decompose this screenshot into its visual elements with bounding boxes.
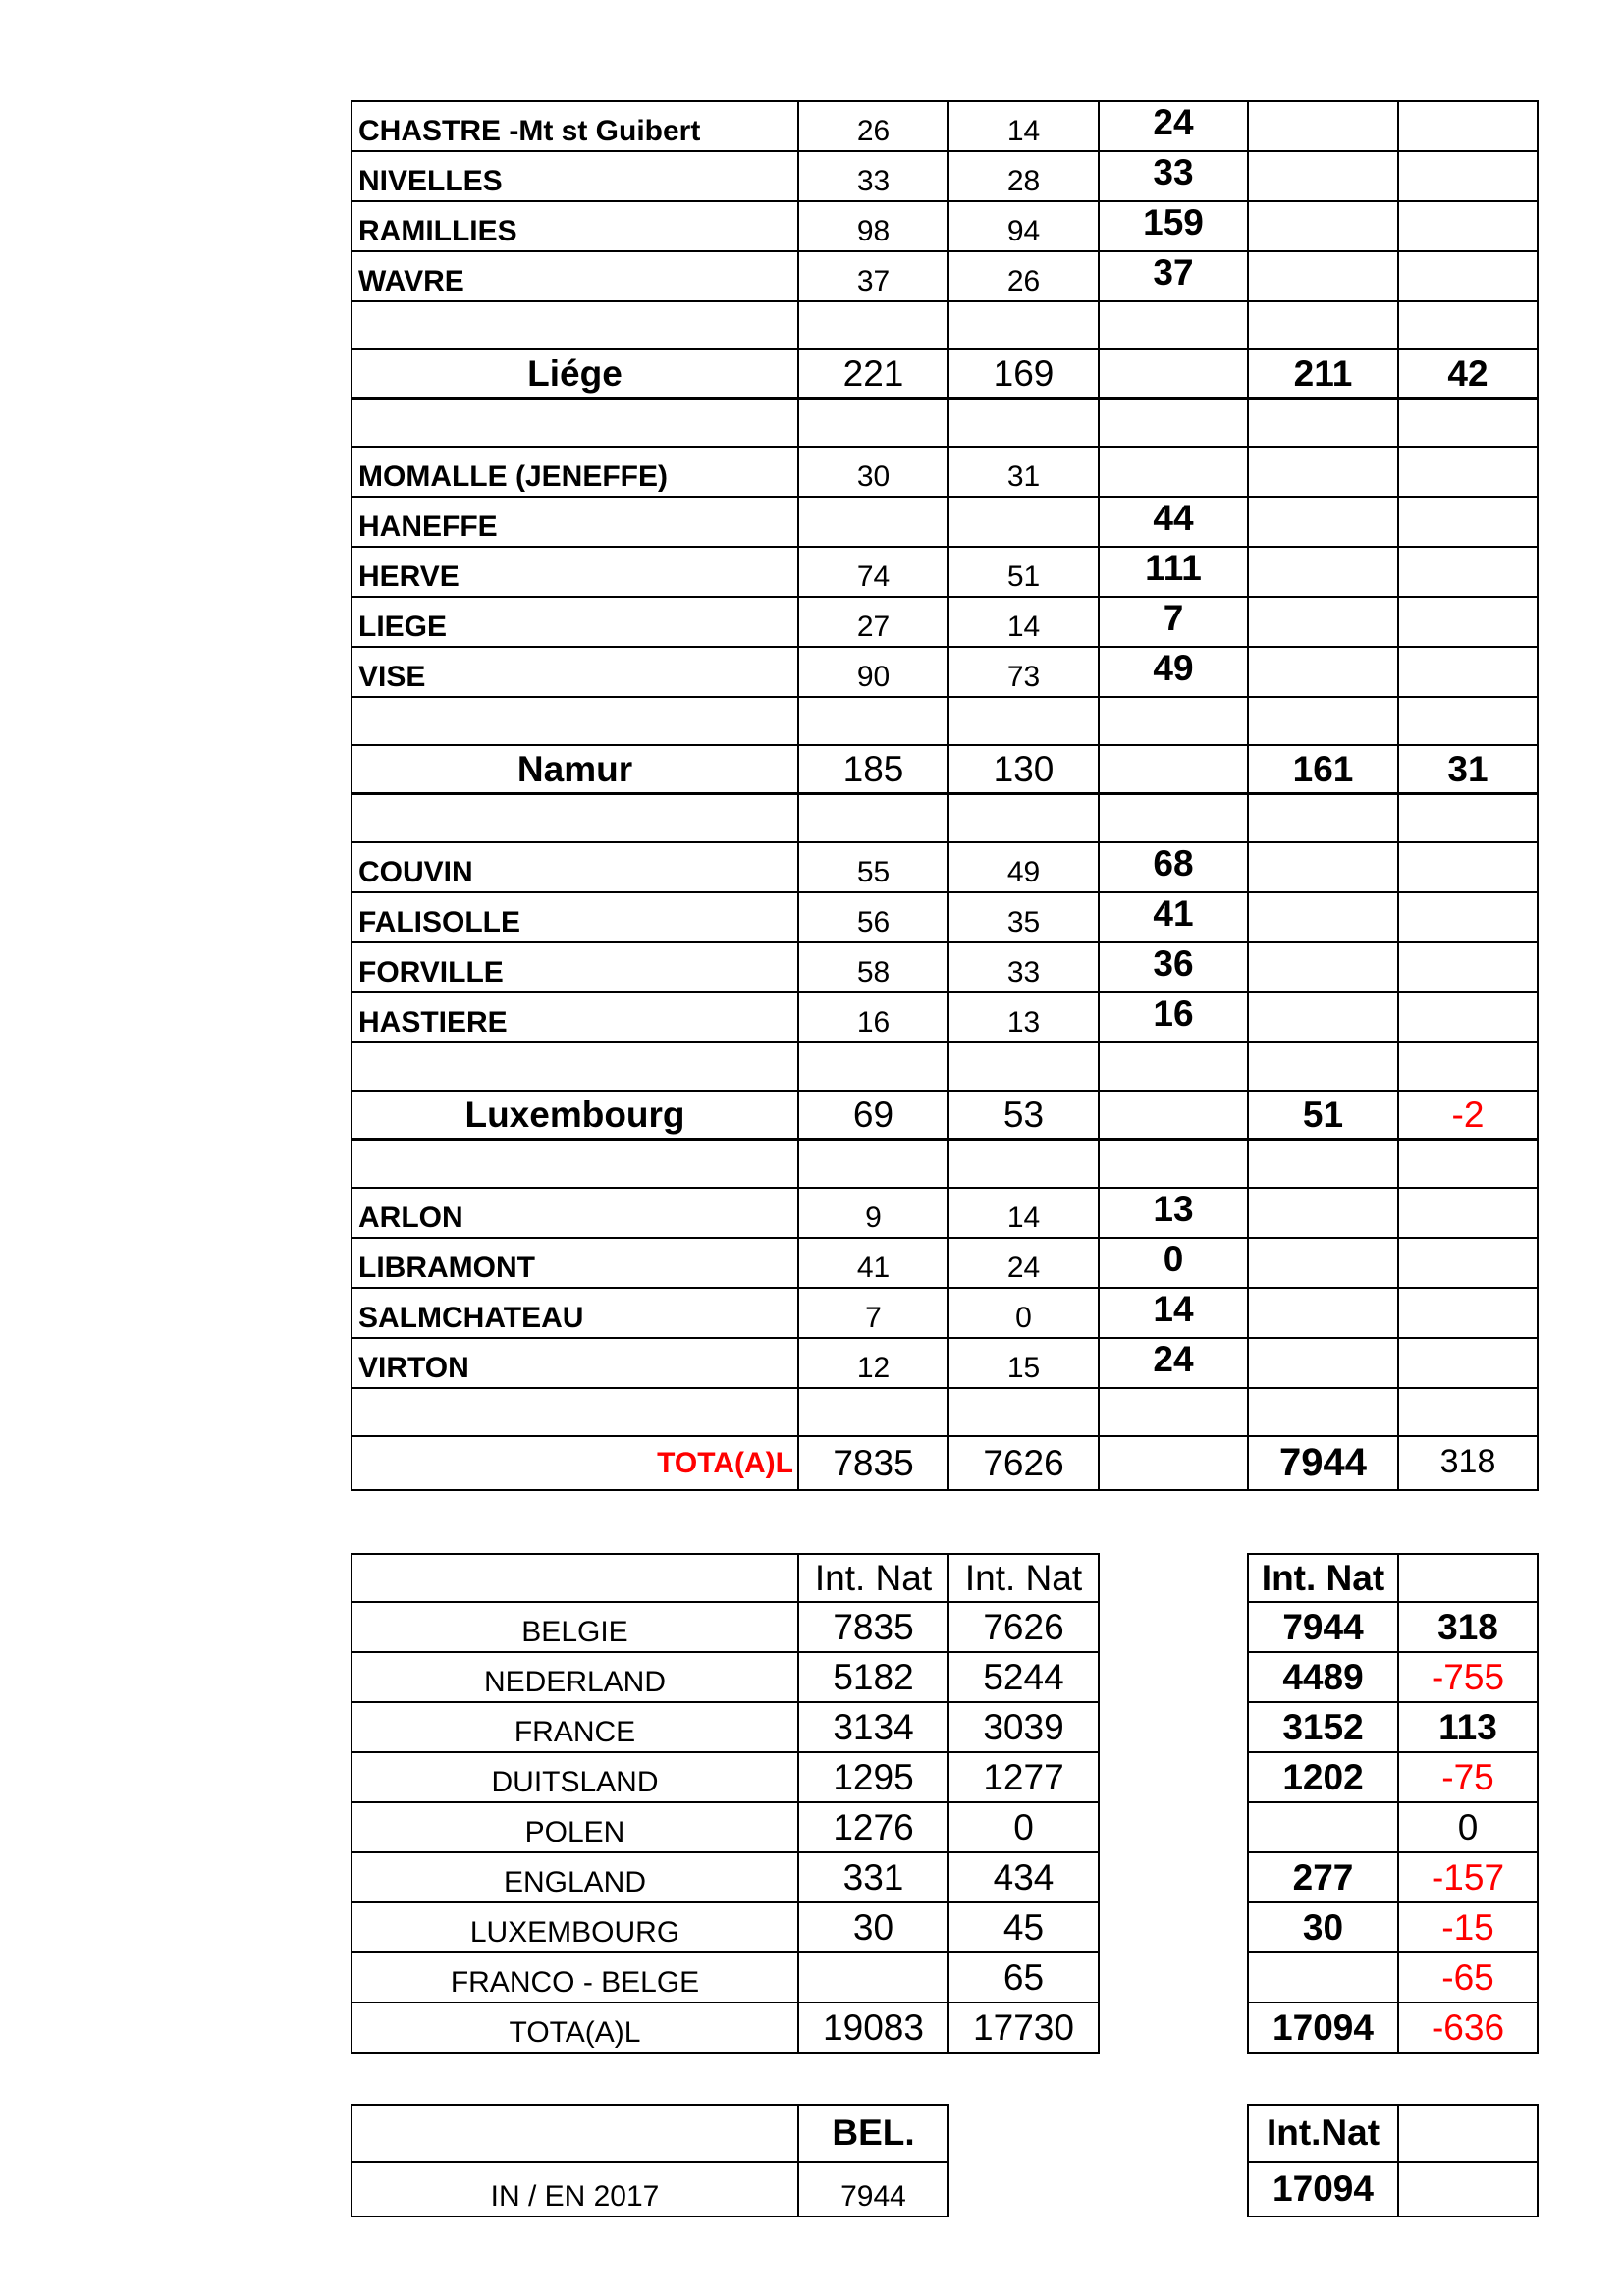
station-row — [352, 1338, 1538, 1388]
station-row — [352, 647, 1538, 697]
empty-cell — [352, 399, 798, 448]
country-value-2: 434 — [948, 1852, 1099, 1902]
intnat-value: 17094 — [1248, 2162, 1398, 2216]
station-row — [352, 101, 1538, 151]
value-diff — [1398, 251, 1538, 301]
empty-cell — [1099, 301, 1248, 349]
province-name: Namur — [352, 745, 798, 794]
country-value-2: 45 — [948, 1902, 1099, 1952]
value-2016: 0 — [948, 1288, 1099, 1338]
country-value-2: 5244 — [948, 1652, 1099, 1702]
value-station-2017: 44 — [1099, 497, 1248, 547]
value-2016: 31 — [948, 447, 1099, 497]
country-row — [352, 1702, 1538, 1752]
gap-cell — [1099, 2002, 1248, 2053]
value-2015 — [798, 497, 948, 547]
value-total-2017 — [1248, 992, 1398, 1042]
value-diff — [1398, 547, 1538, 597]
station-row — [352, 547, 1538, 597]
value-diff — [1398, 1238, 1538, 1288]
value-2016 — [948, 497, 1099, 547]
empty-cell — [798, 697, 948, 745]
summary-table — [351, 2104, 1539, 2217]
empty-cell — [1099, 1042, 1248, 1091]
value-station-2017: 37 — [1099, 251, 1248, 301]
country-value-2017 — [1248, 1952, 1398, 2002]
value-2015: 74 — [798, 547, 948, 597]
empty-cell — [352, 1042, 798, 1091]
country-value-2017: 1202 — [1248, 1752, 1398, 1802]
total-row — [352, 1436, 1538, 1490]
empty-cell — [948, 1140, 1099, 1189]
country-name: BELGIE — [352, 1602, 798, 1652]
country-row — [352, 1802, 1538, 1852]
value-total-2017: 51 — [1248, 1091, 1398, 1140]
station-row — [352, 1188, 1538, 1238]
country-value-1 — [798, 1952, 948, 2002]
total-2015: 7835 — [798, 1436, 948, 1490]
country-value-2017 — [1248, 1802, 1398, 1852]
total-2017: 7944 — [1248, 1436, 1398, 1490]
gap-cell — [1099, 1702, 1248, 1752]
country-diff: -65 — [1398, 1952, 1538, 2002]
empty-cell — [798, 399, 948, 448]
empty-cell — [1099, 399, 1248, 448]
station-name: HERVE — [352, 547, 798, 597]
value-station-2017: 24 — [1099, 101, 1248, 151]
province-row — [352, 745, 1538, 794]
value-total-2017 — [1248, 447, 1398, 497]
country-row — [352, 1752, 1538, 1802]
country-name: FRANCE — [352, 1702, 798, 1752]
country-value-1: 19083 — [798, 2002, 948, 2053]
country-row — [352, 1852, 1538, 1902]
empty-cell — [1398, 1140, 1538, 1189]
station-name: FALISOLLE — [352, 892, 798, 942]
country-row — [352, 1952, 1538, 2002]
country-row — [352, 1902, 1538, 1952]
empty-cell — [1398, 1388, 1538, 1436]
country-name: POLEN — [352, 1802, 798, 1852]
value-2015: 7 — [798, 1288, 948, 1338]
province-name: Liége — [352, 349, 798, 399]
empty-cell — [1099, 1140, 1248, 1189]
value-diff: -2 — [1398, 1091, 1538, 1140]
total-diff: 318 — [1398, 1436, 1538, 1490]
country-name: ENGLAND — [352, 1852, 798, 1902]
value-2015: 41 — [798, 1238, 948, 1288]
value-diff — [1398, 497, 1538, 547]
blank-row — [352, 1042, 1538, 1091]
empty-cell — [1248, 697, 1398, 745]
bel-header: BEL. — [798, 2105, 948, 2162]
value-2016: 53 — [948, 1091, 1099, 1140]
value-2016: 24 — [948, 1238, 1099, 1288]
value-station-2017: 13 — [1099, 1188, 1248, 1238]
value-station-2017: 16 — [1099, 992, 1248, 1042]
country-row — [352, 1652, 1538, 1702]
summary-row-label: IN / EN 2017 — [352, 2162, 798, 2216]
value-diff — [1398, 447, 1538, 497]
value-diff — [1398, 201, 1538, 251]
country-diff: -75 — [1398, 1752, 1538, 1802]
value-2016: 28 — [948, 151, 1099, 201]
value-2016: 15 — [948, 1338, 1099, 1388]
country-name: DUITSLAND — [352, 1752, 798, 1802]
value-2016: 14 — [948, 597, 1099, 647]
value-station-2017: 14 — [1099, 1288, 1248, 1338]
blank-row — [352, 1140, 1538, 1189]
country-value-2: 65 — [948, 1952, 1099, 2002]
empty-cell — [948, 301, 1099, 349]
province-name: Luxembourg — [352, 1091, 798, 1140]
value-2015: 30 — [798, 447, 948, 497]
gap-cell — [1099, 1902, 1248, 1952]
value-station-2017: 41 — [1099, 892, 1248, 942]
country-header-row — [352, 1554, 1538, 1602]
value-station-2017: 0 — [1099, 1238, 1248, 1288]
value-station-2017: 68 — [1099, 842, 1248, 892]
value-total-2017 — [1248, 647, 1398, 697]
empty-cell — [1099, 794, 1248, 843]
country-value-2: 7626 — [948, 1602, 1099, 1652]
country-diff: -636 — [1398, 2002, 1538, 2053]
value-2015: 58 — [798, 942, 948, 992]
country-value-1: 3134 — [798, 1702, 948, 1752]
value-diff: 42 — [1398, 349, 1538, 399]
gap-cell — [1099, 1852, 1248, 1902]
country-value-1: 1295 — [798, 1752, 948, 1802]
value-diff — [1398, 597, 1538, 647]
station-name: RAMILLIES — [352, 201, 798, 251]
value-station-2017 — [1099, 1091, 1248, 1140]
country-value-2: 17730 — [948, 2002, 1099, 2053]
station-name: CHASTRE -Mt st Guibert — [352, 101, 798, 151]
country-diff: 0 — [1398, 1802, 1538, 1852]
gap-cell — [1099, 1952, 1248, 2002]
station-name: ARLON — [352, 1188, 798, 1238]
empty-cell — [352, 301, 798, 349]
total-label: TOTA(A)L — [352, 1436, 798, 1490]
country-name: FRANCO - BELGE — [352, 1952, 798, 2002]
bel-value: 7944 — [798, 2162, 948, 2216]
country-name: TOTA(A)L — [352, 2002, 798, 2053]
value-total-2017 — [1248, 597, 1398, 647]
station-row — [352, 992, 1538, 1042]
empty-cell — [1248, 1140, 1398, 1189]
value-diff — [1398, 151, 1538, 201]
value-diff — [1398, 1288, 1538, 1338]
empty-cell — [352, 1140, 798, 1189]
empty-cell — [352, 697, 798, 745]
value-total-2017 — [1248, 892, 1398, 942]
value-station-2017: 111 — [1099, 547, 1248, 597]
value-total-2017 — [1248, 1188, 1398, 1238]
country-value-2017: 4489 — [1248, 1652, 1398, 1702]
station-row — [352, 151, 1538, 201]
value-diff — [1398, 647, 1538, 697]
empty-cell — [948, 1042, 1099, 1091]
empty-cell — [798, 1140, 948, 1189]
station-row — [352, 1288, 1538, 1338]
country-diff: -755 — [1398, 1652, 1538, 1702]
value-2016: 73 — [948, 647, 1099, 697]
empty-cell — [1248, 794, 1398, 843]
value-station-2017: 7 — [1099, 597, 1248, 647]
value-total-2017 — [1248, 1288, 1398, 1338]
value-2016: 51 — [948, 547, 1099, 597]
station-row — [352, 201, 1538, 251]
empty-cell — [1248, 1388, 1398, 1436]
station-row — [352, 892, 1538, 942]
empty-cell — [1099, 697, 1248, 745]
station-table — [351, 100, 1539, 1491]
province-row — [352, 349, 1538, 399]
value-2015: 56 — [798, 892, 948, 942]
country-value-2: 0 — [948, 1802, 1099, 1852]
station-name: MOMALLE (JENEFFE) — [352, 447, 798, 497]
value-station-2017 — [1099, 349, 1248, 399]
value-diff: 31 — [1398, 745, 1538, 794]
empty-cell — [1099, 1436, 1248, 1490]
empty-cell — [1398, 697, 1538, 745]
blank-row — [352, 1388, 1538, 1436]
station-name: WAVRE — [352, 251, 798, 301]
gap-cell — [1099, 1752, 1248, 1802]
total-2016: 7626 — [948, 1436, 1099, 1490]
value-station-2017: 33 — [1099, 151, 1248, 201]
value-2015: 37 — [798, 251, 948, 301]
value-2015: 9 — [798, 1188, 948, 1238]
value-2016: 49 — [948, 842, 1099, 892]
value-diff — [1398, 101, 1538, 151]
empty-cell — [948, 1388, 1099, 1436]
value-total-2017 — [1248, 942, 1398, 992]
station-name: NIVELLES — [352, 151, 798, 201]
empty-cell — [948, 697, 1099, 745]
station-name: LIBRAMONT — [352, 1238, 798, 1288]
province-row — [352, 1091, 1538, 1140]
station-row — [352, 842, 1538, 892]
gap-cell — [1099, 1602, 1248, 1652]
country-value-1: 30 — [798, 1902, 948, 1952]
station-row — [352, 251, 1538, 301]
station-name: LIEGE — [352, 597, 798, 647]
station-row — [352, 447, 1538, 497]
country-diff: 113 — [1398, 1702, 1538, 1752]
value-total-2017: 211 — [1248, 349, 1398, 399]
value-diff — [1398, 842, 1538, 892]
country-value-2017: 30 — [1248, 1902, 1398, 1952]
value-2015: 16 — [798, 992, 948, 1042]
value-station-2017 — [1099, 447, 1248, 497]
value-diff — [1398, 942, 1538, 992]
station-name: FORVILLE — [352, 942, 798, 992]
value-2015: 69 — [798, 1091, 948, 1140]
station-name: VISE — [352, 647, 798, 697]
empty-cell — [352, 1388, 798, 1436]
value-total-2017 — [1248, 101, 1398, 151]
gap-cell — [1099, 1802, 1248, 1852]
country-value-1: 1276 — [798, 1802, 948, 1852]
country-value-2017: 7944 — [1248, 1602, 1398, 1652]
value-diff — [1398, 892, 1538, 942]
value-station-2017: 36 — [1099, 942, 1248, 992]
value-2016: 94 — [948, 201, 1099, 251]
country-value-1: 7835 — [798, 1602, 948, 1652]
station-name: COUVIN — [352, 842, 798, 892]
blank-row — [352, 697, 1538, 745]
value-2015: 90 — [798, 647, 948, 697]
country-value-2017: 17094 — [1248, 2002, 1398, 2053]
country-value-2017: 277 — [1248, 1852, 1398, 1902]
station-row — [352, 597, 1538, 647]
value-diff — [1398, 1338, 1538, 1388]
value-station-2017: 49 — [1099, 647, 1248, 697]
value-station-2017: 159 — [1099, 201, 1248, 251]
empty-cell — [798, 301, 948, 349]
empty-cell — [1248, 1042, 1398, 1091]
value-total-2017 — [1248, 251, 1398, 301]
country-value-1: 331 — [798, 1852, 948, 1902]
value-total-2017 — [1248, 1338, 1398, 1388]
station-row — [352, 497, 1538, 547]
country-row — [352, 1602, 1538, 1652]
value-2015: 185 — [798, 745, 948, 794]
value-total-2017 — [1248, 547, 1398, 597]
country-value-1: 5182 — [798, 1652, 948, 1702]
empty-cell — [1398, 399, 1538, 448]
station-name: HANEFFE — [352, 497, 798, 547]
int-nat-header-2: Int. Nat — [948, 1554, 1099, 1602]
station-name: VIRTON — [352, 1338, 798, 1388]
value-2015: 55 — [798, 842, 948, 892]
value-total-2017 — [1248, 1238, 1398, 1288]
country-table — [351, 1553, 1539, 2054]
country-name: LUXEMBOURG — [352, 1902, 798, 1952]
country-name: NEDERLAND — [352, 1652, 798, 1702]
value-2016: 13 — [948, 992, 1099, 1042]
country-value-2017: 3152 — [1248, 1702, 1398, 1752]
value-2015: 12 — [798, 1338, 948, 1388]
empty-cell — [798, 794, 948, 843]
value-total-2017 — [1248, 842, 1398, 892]
empty-cell — [798, 1042, 948, 1091]
value-2015: 33 — [798, 151, 948, 201]
value-2015: 27 — [798, 597, 948, 647]
empty-cell — [798, 1388, 948, 1436]
station-name: HASTIERE — [352, 992, 798, 1042]
country-diff: -15 — [1398, 1902, 1538, 1952]
value-2016: 169 — [948, 349, 1099, 399]
value-2016: 35 — [948, 892, 1099, 942]
country-diff: 318 — [1398, 1602, 1538, 1652]
intnat-header: Int.Nat — [1248, 2105, 1398, 2162]
station-name: SALMCHATEAU — [352, 1288, 798, 1338]
empty-cell — [352, 794, 798, 843]
empty-cell — [1099, 1388, 1248, 1436]
value-2016: 14 — [948, 1188, 1099, 1238]
empty-cell — [1248, 301, 1398, 349]
blank-row — [352, 794, 1538, 843]
empty-cell — [1398, 1042, 1538, 1091]
value-diff — [1398, 992, 1538, 1042]
value-diff — [1398, 1188, 1538, 1238]
value-total-2017: 161 — [1248, 745, 1398, 794]
empty-cell — [1398, 301, 1538, 349]
value-2016: 14 — [948, 101, 1099, 151]
value-2016: 26 — [948, 251, 1099, 301]
value-2015: 98 — [798, 201, 948, 251]
station-row — [352, 942, 1538, 992]
int-nat-header-3: Int. Nat — [1248, 1554, 1398, 1602]
value-total-2017 — [1248, 151, 1398, 201]
blank-row — [352, 301, 1538, 349]
value-total-2017 — [1248, 201, 1398, 251]
value-station-2017 — [1099, 745, 1248, 794]
station-row — [352, 1238, 1538, 1288]
value-2016: 130 — [948, 745, 1099, 794]
blank-row — [352, 399, 1538, 448]
empty-cell — [948, 794, 1099, 843]
blank-header-cell — [352, 1554, 798, 1602]
value-2016: 33 — [948, 942, 1099, 992]
empty-cell — [1248, 399, 1398, 448]
country-value-2: 1277 — [948, 1752, 1099, 1802]
empty-cell — [948, 399, 1099, 448]
value-station-2017: 24 — [1099, 1338, 1248, 1388]
country-row — [352, 2002, 1538, 2053]
country-diff: -157 — [1398, 1852, 1538, 1902]
value-total-2017 — [1248, 497, 1398, 547]
gap-cell — [1099, 1652, 1248, 1702]
empty-cell — [1398, 794, 1538, 843]
value-2015: 26 — [798, 101, 948, 151]
country-value-2: 3039 — [948, 1702, 1099, 1752]
int-nat-header-1: Int. Nat — [798, 1554, 948, 1602]
value-2015: 221 — [798, 349, 948, 399]
